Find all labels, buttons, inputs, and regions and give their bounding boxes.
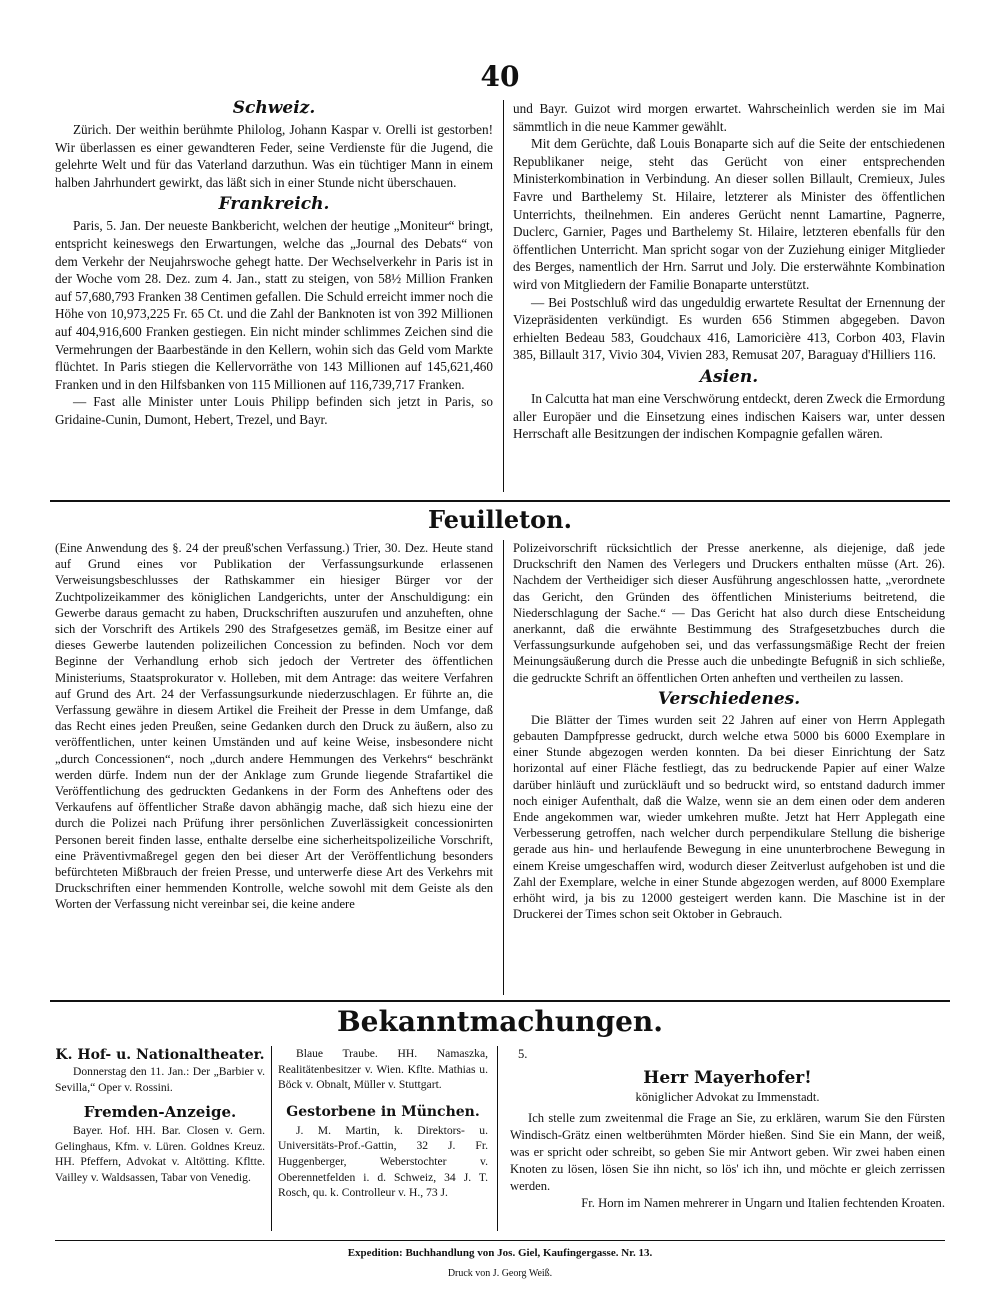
blaue-traube-text: Blaue Traube. HH. Namaszka, Realitätenbesitzer v. Wien. Kflte. Mathias u. Böck v. Obnalt, Müller v. Stuttgart.	[278, 1047, 488, 1092]
section-rule-feuilleton	[50, 500, 950, 502]
column-divider-feuilleton	[503, 540, 504, 995]
heading-asien: Asien.	[699, 366, 759, 387]
article-times-press: Die Blätter der Times wurden seit 22 Jahren auf einer von Herrn Applegath gebauten Dampfpresse gedruckt, durch welche etwa 5000 bis 6000 Exemplare in einer Stunde abgezogen werden konnten. Da bei dieser Einrichtung der Satz horizontal auf einer Fläche festliegt, das zu bedruckende Papier auf einer Walze darüber hinläuft und zurückläuft und so bedruckt wird, so entstand dadurch immer noch einiger Aufenthalt, daß die Walze, wenn sie an dem einen oder dem anderen Ende angekommen war, wieder umkehren mußte. Jetzt hat Herr Applegath eine Verbesserung getroffen, nach welcher durch perpendikulare Stellung die bisherige gerade aus hin- und herlaufende Bewegung in eine ununterbrochene Bewegung in einem Kreise umgeschaffen wird, wodurch dieser Zeitverlust aufgehoben ist und die Zahl der Exemplare, welche in einer Stunde abgezogen werden, auf 8000 Exemplare erhöht wird, ja bis zu 12000 gesteigert werden kann. Die Maschine ist in der Druckerei der Times schon seit Oktober in Gebrauch.	[513, 712, 945, 922]
footer-druck: Druck von J. Georg Weiß.	[447, 1268, 553, 1279]
feuilleton-column-right	[513, 540, 945, 922]
section-rule-ads	[50, 1000, 950, 1002]
article-paris: Paris, 5. Jan. Der neueste Bankbericht, welchen der heutige „Moniteur“ bringt, entspricht keineswegs den Erwartungen, welche das „Journal des Debats“ von dem Verkehr der Neujahrswoche gehegt hatte. Der Wechselverkehr in Paris ist in der Woche vom 28. Dez. zum 4. Jan., statt zu steigen, von 58½ Million Franken auf 57,680,793 Franken 38 Centimen gefallen. Die Schuld erreicht immer noch die Höhe von 10,973,225 Fr. 65 Ct. und die Zahl der Banknoten ist von 392 Millionen auf 404,916,600 Franken gestiegen. Ein nicht minder schlimmes Zeichen sind die Vermehrungen der Baarbestände in den Kellern, wohin sich das Geld vom Markte flüchtet. In Paris stiegen die Kellervorräthe von 143 Millionen auf 145,621,460 Franken und in den Hilfsbanken von 115 Millionen auf 116,739,717 Franken.	[55, 218, 493, 392]
gestorbene-heading: Gestorbene in München.	[286, 1103, 480, 1120]
news-column-left	[55, 95, 493, 429]
feuilleton-article-trier: (Eine Anwendung des §. 24 der preuß'schen Verfassung.) Trier, 30. Dez. Heute stand auf Grund eines vor Publikation der Verfassungsurkunde erlassenen Verweisungsbeschlusses der Rathskammer ein hiesiger Bürger vor der Zuchtpolizeikammer des königlichen Landgerichts, unter der Anschuldigung: ein Gewerbe daraus gemacht zu haben, Druckschriften auszurufen und anzuheften, ohne sich der Vorschrift des Artikels 290 des Strafgesetzes gemäß, im Besitze einer auf dieses Gewerbe lautenden polizeilichen Concession zu befinden. Noch vor dem Beginne der Verhandlung erhob sich jedoch der Vertreter des öffentlichen Ministeriums, Staatsprokurator v. Holleben, mit dem Antrage: das weitere Verfahren auf Grund des Art. 24 der Verfassungsurkunde niederzuschlagen. Er führte an, die Verfassung gewähre in diesem Artikel die Freiheit der Presse in dem Umfange, daß das Recht eines jeden Preußen, seine Gedanken durch den Druck zu äußern, also zu veröffentlichen, unter keinen Umständen und auf keine Weise, insbesondere nicht „durch Concessionen“, noch „durch andere Hemmungen des Verkehrs“ beschränkt werden dürfe. Indem nun der der Anklage zum Grunde liegende Strafartikel die Veröffentlichung des gedruckten Gedankens in der Form des Anheftens oder des Verkaufens auf öffentlicher Straße davon abhängig mache, daß sich hiezu eine der durch die Polizei nach Prüfung ihrer persönlichen Zuverlässigkeit concessionirten Personen bereit finden lasse, enthalte derselbe eine sicherheitspolizeiliche Vorschrift, eine Präventivmaßregel gegen den bei dieser Art der Veröffentlichung besonders befürchteten Mißbrauch der freien Presse, und unterwerfe diese Art des Verkehrs mit Druckschriften einer hemmenden Kontrolle, welche sowohl mit dem Geiste als den Worten der Verfassung nicht vereinbar sei, die keine andere	[55, 541, 493, 912]
column-divider-top	[503, 100, 504, 492]
article-minister: — Fast alle Minister unter Louis Philipp befinden sich jetzt in Paris, so Gridaine-Cunin, Dumont, Hebert, Trezel, und Bayr.	[55, 394, 493, 427]
page-number: 40	[480, 60, 520, 93]
fremden-text: Bayer. Hof. HH. Bar. Closen v. Gern. Gelinghaus, Kfm. v. Lüren. Goldnes Kreuz. HH. Pfeffern, Advokat v. Altötting. Kfltte. Vailley v. Waldsassen, Tabar von Venedig.	[55, 1124, 265, 1184]
article-bonaparte: Mit dem Gerüchte, daß Louis Bonaparte sich auf die Seite der entschiedenen Republikaner neige, steht das Gerücht von einer entsprechenden Ministerkombination in Verbindung. An dieser sollen Billault, Cremieux, Jules Favre und Barthelemy St. Hilaire, letzterer als Minister des öffentlichen Unterrichts, theilnehmen. Ein anderes Gerücht nennt Lamartine, Pagnerre, Duclerc, Garnier, Pages und Barthelemy St. Hilaire, letzteren ebenfalls für den öffentlichen Unterricht. Man spricht sogar von der Zuziehung einiger Mitglieder des Berges, namentlich der Hrn. Sarrut und Joly. Die ersterwähnte Kombination wird von Mitgliedern der Familie Bonaparte unterstützt.	[513, 136, 945, 292]
ads-column-1	[55, 1046, 265, 1186]
article-zurich: Zürich. Der weithin berühmte Philolog, Johann Kaspar v. Orelli ist gestorben! Wir überlassen es einer gewandteren Feder, seine Verdienste für die Jugend, die gelehrte Welt und für das Vaterland darzuthun. Was ein tüchtiger Mann in einem halben Jahrhundert gewirkt, das läßt sich in einer Stunde nicht überschauen.	[55, 122, 493, 190]
gestorbene-text: J. M. Martin, k. Direktors- u. Universitäts-Prof.-Gattin, 32 J. Fr. Huggenberger, Weberstochter v. Oberennetfelden i. d. Schweiz, 34 J. T. Rosch, qu. k. Controlleur v. H., 73 J.	[278, 1123, 488, 1200]
mayerhofer-subheading: königlicher Advokat zu Immenstadt.	[635, 1090, 820, 1104]
article-guizot: und Bayr. Guizot wird morgen erwartet. Wahrscheinlich werden sie im Mai sämmtlich in die neue Kammer gewählt.	[513, 101, 945, 134]
article-calcutta: In Calcutta hat man eine Verschwörung entdeckt, deren Zweck die Ermordung aller Europäer und die Einsetzung eines indischen Kaisers war, unter dessen Herrschaft alle Besitzungen der indischen Kompagnie gefallen wären.	[513, 390, 945, 442]
mayerhofer-heading: Herr Mayerhofer!	[643, 1068, 812, 1088]
mayerhofer-text: Ich stelle zum zweitenmal die Frage an Sie, zu erklären, warum Sie den Fürsten Windisch-Grätz einen weltberühmten Mörder hießen. Sind Sie ein Mann, der weiß, was er spricht oder schreibt, so geben Sie mir Antwort geben. Wir zwei haben einen Knoten zu lösen, lösen Sie ihn nicht, so lös' ich ihn, und möchte er gleich zerrissen werden.	[510, 1111, 945, 1193]
feuilleton-column-left	[55, 540, 493, 913]
ads-title: Bekanntmachungen.	[336, 1005, 664, 1038]
mayerhofer-signature: Fr. Horn im Namen mehrerer in Ungarn und Italien fechtenden Kroaten.	[581, 1196, 945, 1210]
news-column-right	[513, 100, 945, 443]
ad-number: 5.	[518, 1047, 528, 1061]
feuilleton-article-continued: Polizeivorschrift rücksichtlich der Presse anerkenne, als diejenige, daß jede Druckschrift den Namen des Verlegers und Druckers enthalten müsse (Art. 26). Nachdem der Vertheidiger sich dieser Ausführung angeschlossen hatte, „verordnete das Gericht, den Gründen des öffentlichen Ministeriums beitretend, die Niederschlagung der Sache.“ — Das Gericht hat also durch diese Entscheidung anerkannt, daß die erwähnte Bestimmung des Strafgesetzbuches durch die Verfassungsurkunde aufgehoben sei, und das verfassungsmäßige Recht der freien Meinungsäußerung durch die Presse auch die unbedingte Befugniß in sich schließe, die gedruckte Schrift an öffentlichen Orten anheften und vertheilen zu lassen.	[513, 541, 945, 685]
footer-expedition: Expedition: Buchhandlung von Jos. Giel, Kaufingergasse. Nr. 13.	[347, 1247, 653, 1259]
heading-schweiz: Schweiz.	[232, 98, 316, 118]
theater-heading: K. Hof- u. Nationaltheater.	[55, 1047, 265, 1063]
feuilleton-title: Feuilleton.	[428, 505, 572, 534]
ads-column-2	[278, 1046, 488, 1201]
heading-frankreich: Frankreich.	[218, 194, 330, 215]
footer-rule	[55, 1240, 945, 1241]
heading-verschiedenes: Verschiedenes.	[657, 688, 801, 709]
ads-column-3	[510, 1046, 945, 1212]
article-vizepraesidenten: — Bei Postschluß wird das ungeduldig erwartete Resultat der Ernennung der Vizepräsidenten verkündigt. Es wurden 656 Stimmen abgegeben. Davon erhielten Bedeau 583, Goudchaux 416, Lamoricière 413, Corbon 403, Flavin 385, Billault 317, Vivio 304, Vivien 283, Remusat 207, Baraguay d'Hilliers 116.	[513, 294, 945, 363]
fremden-heading: Fremden-Anzeige.	[83, 1103, 237, 1122]
theater-text: Donnerstag den 11. Jan.: Der „Barbier v. Sevilla,“ Oper v. Rossini.	[55, 1065, 265, 1094]
ads-divider-1	[271, 1046, 272, 1231]
ads-divider-2	[497, 1046, 498, 1231]
